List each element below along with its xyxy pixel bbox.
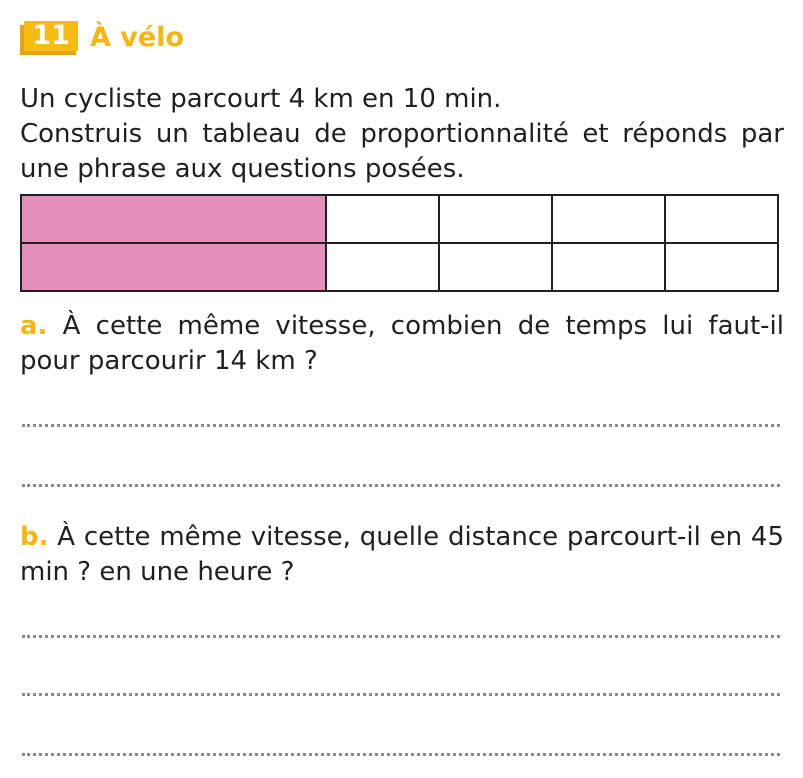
exercise-number-badge: [20, 21, 78, 55]
table-row: [21, 195, 778, 243]
table-row-header-cell[interactable]: [21, 243, 326, 291]
table-cell[interactable]: [665, 243, 778, 291]
answer-line-a-1[interactable]: [22, 424, 780, 427]
table-cell[interactable]: [552, 243, 665, 291]
proportionality-table: [20, 194, 779, 292]
question-a-text: À cette même vitesse, combien de temps lui faut-il pour parcourir 14 km ?: [20, 311, 785, 376]
exercise-header: [20, 20, 184, 56]
answer-line-b-1[interactable]: [22, 635, 780, 638]
exercise-title: À vélo: [90, 22, 185, 53]
exercise-statement: [20, 82, 784, 187]
table-cell[interactable]: [552, 195, 665, 243]
question-b-letter: b.: [20, 522, 49, 552]
exercise-number: 11: [24, 21, 78, 51]
question-b-text: À cette même vitesse, quelle distance parcourt-il en 45 min ? en une heure ?: [20, 522, 784, 587]
statement-line-2: Construis un tableau de proportionnalité et réponds par une phrase aux questions posées.: [20, 119, 784, 184]
answer-line-b-3[interactable]: [22, 753, 780, 756]
table-cell[interactable]: [326, 243, 439, 291]
table-cell[interactable]: [326, 195, 439, 243]
table-row-header-cell[interactable]: [21, 195, 326, 243]
question-b: [20, 520, 784, 590]
question-a: [20, 309, 784, 379]
table-cell[interactable]: [439, 195, 552, 243]
table-cell[interactable]: [439, 243, 552, 291]
answer-line-b-2[interactable]: [22, 693, 780, 696]
table-row: [21, 243, 778, 291]
answer-line-a-2[interactable]: [22, 484, 780, 487]
table-cell[interactable]: [665, 195, 778, 243]
statement-line-1: Un cycliste parcourt 4 km en 10 min.: [20, 84, 502, 114]
question-a-letter: a.: [20, 311, 48, 341]
